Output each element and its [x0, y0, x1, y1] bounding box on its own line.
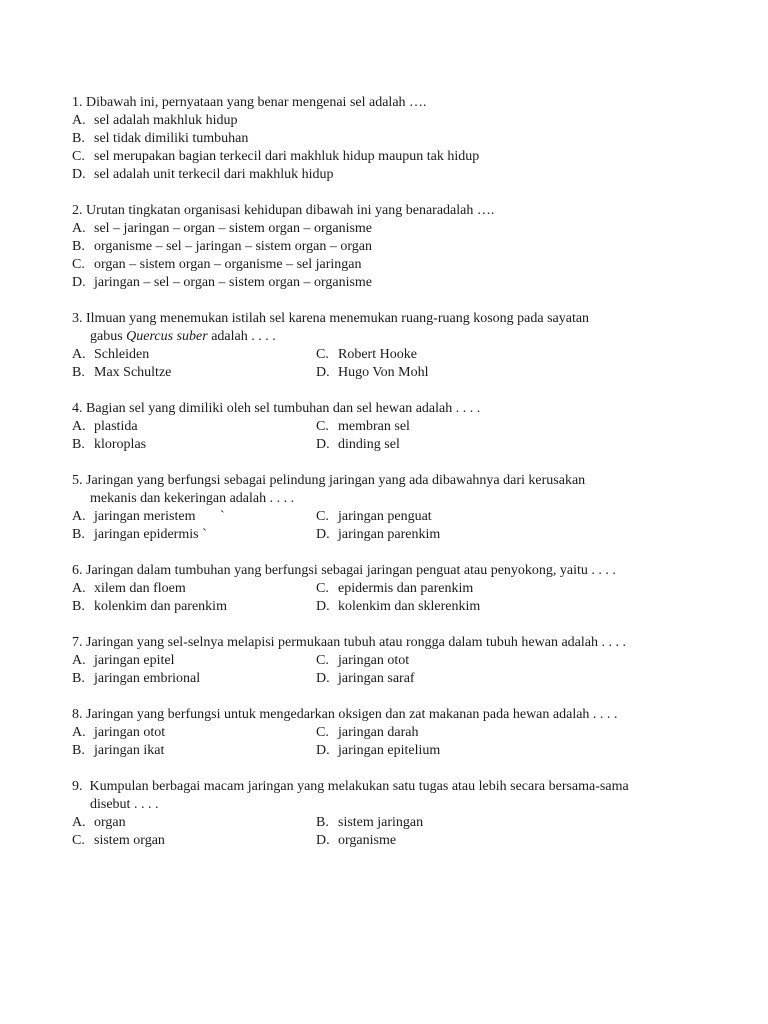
option-row: [72, 670, 712, 688]
option-a: A. jaringan meristem `: [72, 509, 225, 524]
option-d: D. jaringan – sel – organ – sistem organ – organisme: [72, 275, 373, 290]
question-4: [72, 400, 712, 454]
option-d: D. dinding sel: [316, 437, 400, 452]
option-c: C. epidermis dan parenkim: [316, 581, 474, 596]
question-stem: 1. Dibawah ini, pernyataan yang benar mengenai sel adalah ….: [72, 95, 427, 110]
option-row: [72, 598, 712, 616]
option-a: A. Schleiden: [72, 347, 150, 362]
option-a: A. plastida: [72, 419, 138, 434]
question-stem: 2. Urutan tingkatan organisasi kehidupan dibawah ini yang benaradalah ….: [72, 203, 495, 218]
option-d: D. kolenkim dan sklerenkim: [316, 599, 481, 614]
option-d: D. jaringan parenkim: [316, 527, 441, 542]
option-a: A. organ: [72, 815, 126, 830]
option-b: B. jaringan epidermis `: [72, 527, 207, 542]
question-stem-continuation: mekanis dan kekeringan adalah . . . .: [90, 491, 295, 506]
option-c: C. jaringan penguat: [316, 509, 432, 524]
option-a: A. jaringan epitel: [72, 653, 175, 668]
option-a: A. sel – jaringan – organ – sistem organ – organisme: [72, 221, 373, 236]
option-b: B. jaringan ikat: [72, 743, 165, 758]
option-c: C. jaringan otot: [316, 653, 410, 668]
question-2: [72, 202, 712, 292]
question-stem-continuation: disebut . . . .: [90, 797, 159, 812]
question-7: [72, 634, 712, 688]
option-a: A. xilem dan floem: [72, 581, 186, 596]
option-row: [72, 526, 712, 544]
option-c: C. jaringan darah: [316, 725, 419, 740]
question-6: [72, 562, 712, 616]
option-row: [72, 724, 712, 742]
option-a: A. jaringan otot: [72, 725, 166, 740]
option-row: [72, 508, 712, 526]
question-stem: 3. Ilmuan yang menemukan istilah sel karena menemukan ruang-ruang kosong pada sayatan: [72, 311, 590, 326]
option-d: D. Hugo Von Mohl: [316, 365, 429, 380]
option-row: [72, 742, 712, 760]
option-b: B. kloroplas: [72, 437, 147, 452]
option-d: D. jaringan epitelium: [316, 743, 441, 758]
option-d: D. jaringan saraf: [316, 671, 415, 686]
option-c: C. membran sel: [316, 419, 410, 434]
option-c: C. Robert Hooke: [316, 347, 417, 362]
option-row: [72, 580, 712, 598]
option-b: B. sel tidak dimiliki tumbuhan: [72, 131, 249, 146]
question-stem: 6. Jaringan dalam tumbuhan yang berfungsi sebagai jaringan penguat atau penyokong, yaitu . . . .: [72, 563, 616, 578]
question-stem: 7. Jaringan yang sel-selnya melapisi permukaan tubuh atau rongga dalam tubuh hewan adalah . . . .: [72, 635, 626, 650]
option-row: [72, 832, 712, 850]
option-row: [72, 436, 712, 454]
option-b: B. sistem jaringan: [316, 815, 424, 830]
option-c: C. organ – sistem organ – organisme – sel jaringan: [72, 257, 362, 272]
question-stem: 5. Jaringan yang berfungsi sebagai pelindung jaringan yang ada dibawahnya dari kerusakan: [72, 473, 586, 488]
question-stem: 4. Bagian sel yang dimiliki oleh sel tumbuhan dan sel hewan adalah . . . .: [72, 401, 481, 416]
option-row: [72, 652, 712, 670]
option-b: B. organisme – sel – jaringan – sistem organ – organ: [72, 239, 373, 254]
question-stem: 9. Kumpulan berbagai macam jaringan yang melakukan satu tugas atau lebih secara bersama-sama: [72, 779, 629, 794]
option-d: D. organisme: [316, 833, 397, 848]
option-row: [72, 346, 712, 364]
option-b: B. jaringan embrional: [72, 671, 201, 686]
option-d: D. sel adalah unit terkecil dari makhluk hidup: [72, 167, 334, 182]
option-a: A. sel adalah makhluk hidup: [72, 113, 238, 128]
species-name: Quercus suber: [126, 329, 208, 344]
option-row: [72, 814, 712, 832]
option-b: B. Max Schultze: [72, 365, 172, 380]
question-stem-continuation: gabus Quercus suber adalah . . . .: [90, 329, 276, 344]
option-c: C. sistem organ: [72, 833, 165, 848]
question-1: [72, 94, 712, 184]
question-5: [72, 472, 712, 544]
option-row: [72, 364, 712, 382]
question-8: [72, 706, 712, 760]
option-c: C. sel merupakan bagian terkecil dari makhluk hidup maupun tak hidup: [72, 149, 480, 164]
question-3: [72, 310, 712, 382]
option-b: B. kolenkim dan parenkim: [72, 599, 227, 614]
question-stem: 8. Jaringan yang berfungsi untuk mengedarkan oksigen dan zat makanan pada hewan adalah . . . .: [72, 707, 618, 722]
question-9: [72, 778, 712, 850]
option-row: [72, 418, 712, 436]
quiz-page: [72, 94, 712, 868]
